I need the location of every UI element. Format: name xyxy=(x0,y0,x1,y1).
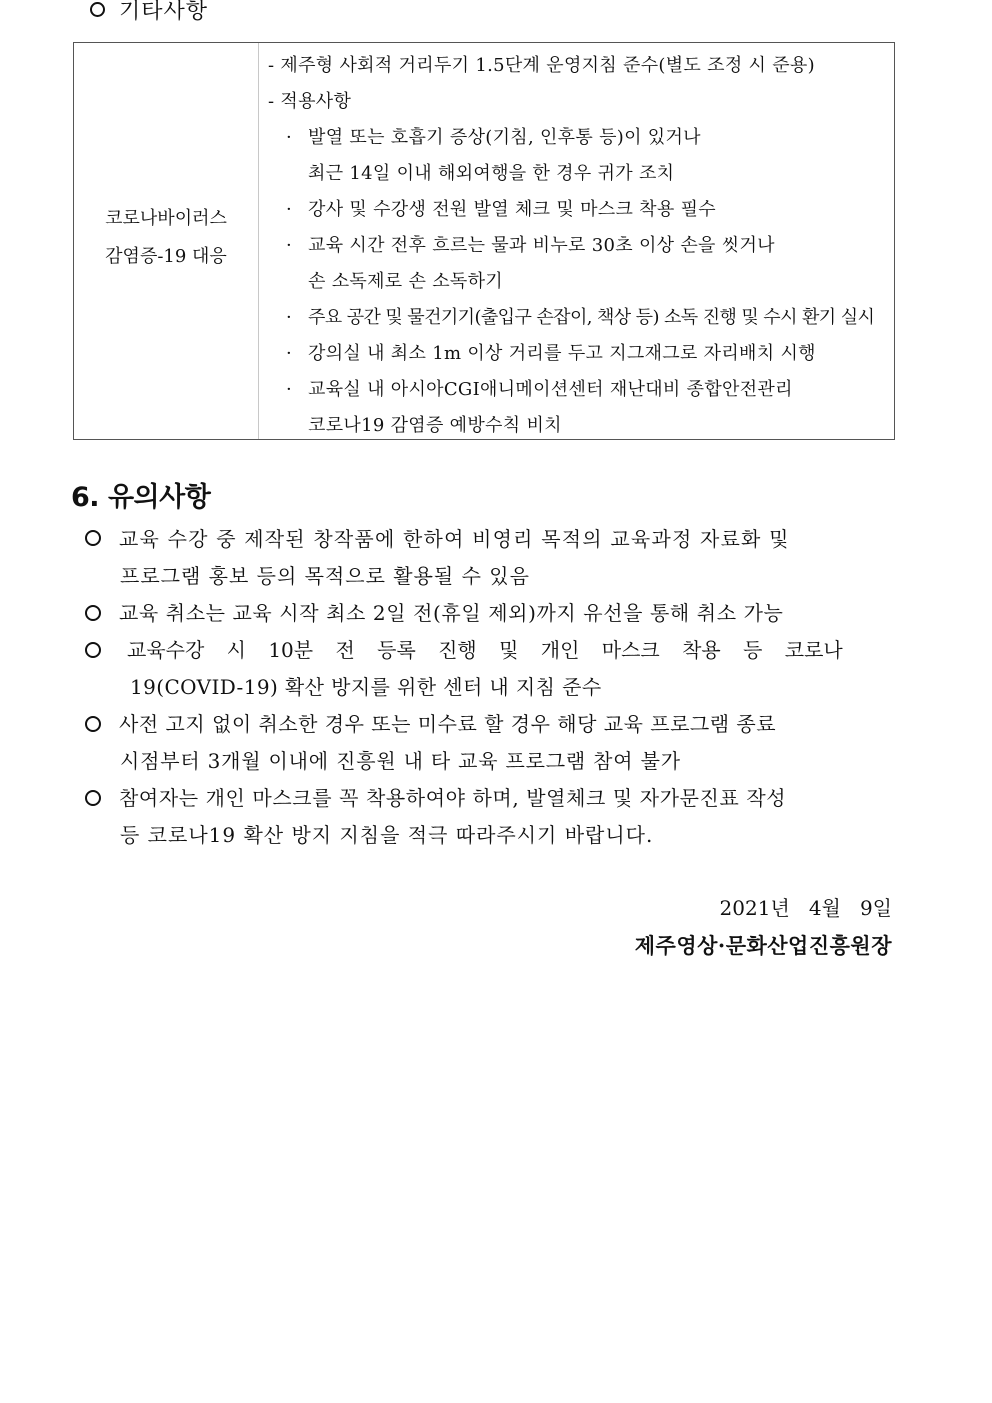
note-item-3-continuation: 19(COVID-19) 확산 방지를 위한 센터 내 지침 준수 xyxy=(130,675,602,699)
table-bullet-item: · 주요 공간 및 물건기기(출입구 손잡이, 책상 등) 소독 진행 및 수시 환기 실시 xyxy=(268,300,894,336)
note-text: 사전 고지 없이 취소한 경우 또는 미수료 할 경우 해당 교육 프로그램 종료 xyxy=(119,712,777,736)
note-item-1 xyxy=(85,521,925,558)
circle-bullet-icon xyxy=(85,530,101,546)
table-bullet-item: · 발열 또는 호흡기 증상(기침, 인후통 등)이 있거나 xyxy=(268,120,894,156)
circle-bullet-icon xyxy=(85,642,101,658)
guideline-line: - 제주형 사회적 거리두기 1.5단계 운영지침 준수(별도 조정 시 준용) xyxy=(268,55,815,76)
bullet-dot-icon: · xyxy=(286,127,293,148)
covid-response-table xyxy=(73,42,895,440)
notes-list xyxy=(85,521,925,854)
note-item-4 xyxy=(85,706,925,743)
circle-bullet-icon xyxy=(85,790,101,806)
bullet-dot-icon: · xyxy=(286,307,292,328)
note-item-3 xyxy=(85,632,925,669)
table-content-cell xyxy=(260,43,894,439)
document-date: 2021년 4월 9일 xyxy=(719,896,892,920)
table-label-line-1: 코로나바이러스 xyxy=(105,208,227,229)
circle-bullet-icon xyxy=(85,716,101,732)
issuing-organization: 제주영상·문화산업진흥원장 xyxy=(634,933,892,958)
table-label-cell xyxy=(74,43,259,439)
table-bullet-item: · 강사 및 수강생 전원 발열 체크 및 마스크 착용 필수 xyxy=(268,192,894,228)
other-items-heading xyxy=(90,0,208,30)
note-text: 참여자는 개인 마스크를 꼭 착용하여야 하며, 발열체크 및 자가문진표 작성 xyxy=(119,786,787,810)
note-text: 교육 수강 중 제작된 창작품에 한하여 비영리 목적의 교육과정 자료화 및 xyxy=(119,527,790,551)
applied-items-line: - 적용사항 xyxy=(268,91,352,112)
table-bullet-item: · 강의실 내 최소 1m 이상 거리를 두고 지그재그로 자리배치 시행 xyxy=(268,336,894,372)
bullet-dot-icon: · xyxy=(286,343,293,364)
section-6-title: 6. 유의사항 xyxy=(71,482,211,513)
table-label-line-2: 감염증-19 대응 xyxy=(105,246,227,267)
bullet-dot-icon: · xyxy=(286,199,293,220)
table-bullet-continuation: 최근 14일 이내 해외여행을 한 경우 귀가 조치 xyxy=(308,163,675,184)
table-bullet-item: · 교육실 내 아시아CGI애니메이션센터 재난대비 종합안전관리 xyxy=(268,372,894,408)
note-item-4-continuation: 시점부터 3개월 이내에 진흥원 내 타 교육 프로그램 참여 불가 xyxy=(120,749,681,773)
circle-bullet-icon xyxy=(85,605,101,621)
bullet-dot-icon: · xyxy=(286,235,293,256)
note-item-5 xyxy=(85,780,925,817)
circle-bullet-icon xyxy=(90,2,105,17)
bullet-dot-icon: · xyxy=(286,379,293,400)
note-text: 교육수강 시 10분 전 등록 진행 및 개인 마스크 착용 등 코로나 xyxy=(127,638,843,662)
note-item-1-continuation: 프로그램 홍보 등의 목적으로 활용될 수 있음 xyxy=(120,564,530,588)
note-item-2 xyxy=(85,595,925,632)
table-bullet-continuation: 손 소독제로 손 소독하기 xyxy=(308,271,503,292)
other-items-heading-text: 기타사항 xyxy=(119,0,209,24)
table-bullet-continuation: 코로나19 감염증 예방수칙 비치 xyxy=(308,415,562,436)
note-text: 교육 취소는 교육 시작 최소 2일 전(휴일 제외)까지 유선을 통해 취소 가능 xyxy=(119,601,784,625)
table-bullet-item: · 교육 시간 전후 흐르는 물과 비누로 30초 이상 손을 씻거나 xyxy=(268,228,894,264)
note-item-5-continuation: 등 코로나19 확산 방지 지침을 적극 따라주시기 바랍니다. xyxy=(120,823,654,847)
